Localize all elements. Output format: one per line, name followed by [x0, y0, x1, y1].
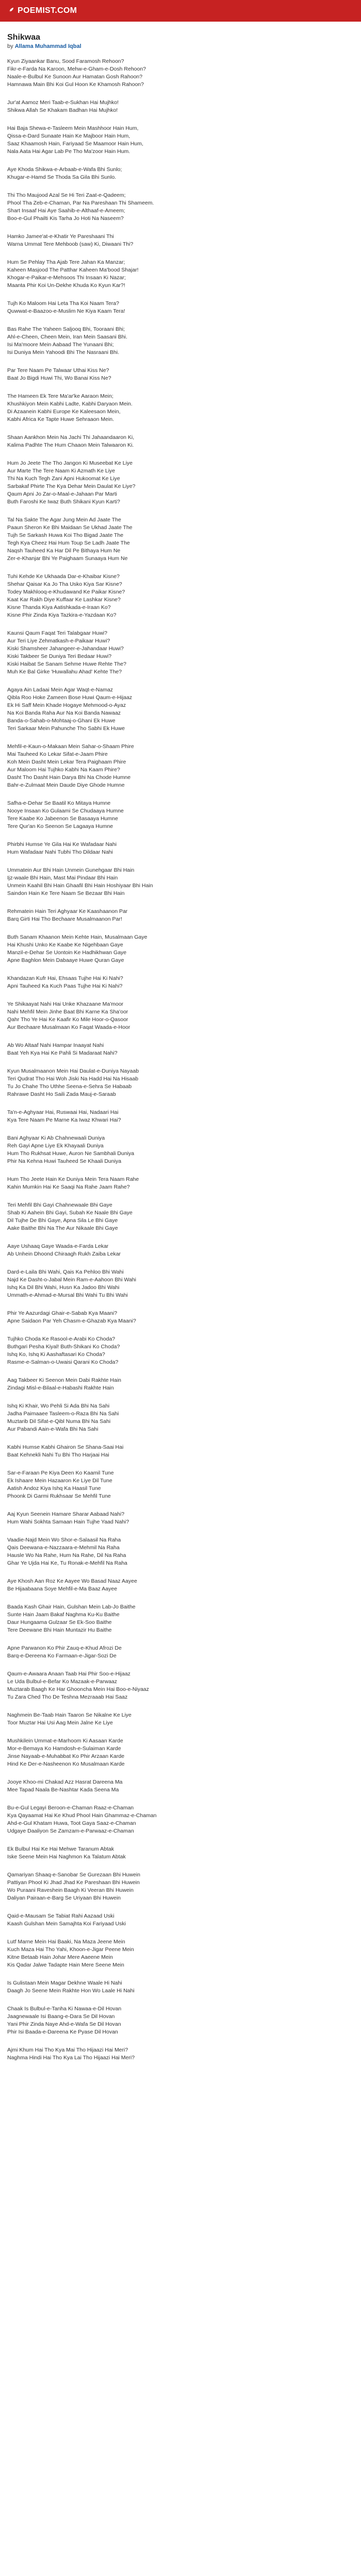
poem-line: Dasht Tho Dasht Hain Darya Bhi Na Chode Humne [7, 774, 131, 781]
poem-line: Jinse Nayaab-e-Muhabbat Ko Phir Arzaan Karde [7, 1753, 125, 1759]
poem-line: Be Hijaabaana Soye Mehfil-e-Ma Baaz Aayee [7, 1586, 118, 1592]
poem-line: Nooye Insaan Ko Gulaami Se Chudaaya Humne [7, 808, 124, 814]
poem-line: Udgaye Daaliyon Se Zamzam-e-Parwaaz-e-Chaman [7, 1828, 134, 1834]
poem-line: Kiski Shamsheer Jahangeer-e-Jahandaar Huwi? [7, 646, 124, 652]
stanza [7, 326, 354, 357]
poem-line: Qaum-e-Awaara Anaan Taab Hai Phir Soo-e-Hijaaz [7, 1671, 130, 1677]
poem-line: Phoonk Di Garmi Rukhsaar Se Mehfil Tune [7, 1493, 111, 1499]
poem-line: Phool Tha Zeb-e-Chaman, Par Na Pareshaan Thi Shameem. [7, 200, 154, 206]
stanza [7, 1912, 354, 1928]
poem-line: Khandazan Kufr Hai, Ehsaas Tujhe Hai Ki Nahi? [7, 975, 123, 981]
poem-line: Nahi Mehfil Mein Jinhe Baat Bhi Karne Ka Sha'oor [7, 1009, 128, 1015]
poem-line: Bu-e-Gul Legayi Beroon-e-Chaman Raaz-e-Chaman [7, 1805, 134, 1811]
stanza [7, 1938, 354, 1969]
poem-line: Buth Faroshi Ke Iwaz Buth Shikani Kyun Karti? [7, 499, 120, 505]
poem-line: Saindon Hain Ke Tere Naam Se Bezaar Bhi Hain [7, 890, 125, 896]
poem-line: Kalima Padhte The Hum Chaaon Mein Talwaaron Ki. [7, 442, 134, 448]
poem-line: Najd Ke Dasht-o-Jabal Mein Ram-e-Aahoon Bhi Wahi [7, 1277, 136, 1283]
poem-line: Ijz-waale Bhi Hain, Mast Mai Pindaar Bhi Hain [7, 875, 118, 881]
stanza [7, 1001, 354, 1031]
byline-prefix: by [7, 43, 13, 49]
stanza [7, 393, 354, 423]
poem-line: Teri Mehfil Bhi Gayi Chahnewaale Bhi Gaye [7, 1202, 112, 1208]
poem-line: Naghma Hindi Hai Tho Kya Lai Tho Hijaazi Hai Meri? [7, 2055, 135, 2061]
stanza [7, 1109, 354, 1124]
stanza [7, 367, 354, 382]
poem-line: Phir Ye Aazurdagi Ghair-e-Sabab Kya Maani? [7, 1310, 118, 1316]
stanza [7, 975, 354, 990]
stanza [7, 573, 354, 619]
stanza [7, 233, 354, 248]
poem-line: Daur Hungaama Gulzaar Se Ek-Soo Baithe [7, 1619, 112, 1625]
poem-line: Hamnawa Main Bhi Koi Gul Hoon Ke Khamosh Rahoon? [7, 81, 144, 88]
poem-line: Zindagi Misl-e-Bilaal-e-Habashi Rakhte Hain [7, 1385, 114, 1391]
poem-line: Tere Kaabe Ko Jabeenon Se Basaaya Humne [7, 816, 118, 822]
poem-line: Tere Deewane Bhi Hain Muntazir Hu Baithe [7, 1627, 112, 1633]
stanza [7, 1778, 354, 1794]
poem-line: Shab Ki Aahein Bhi Gayi, Subah Ke Naale Bhi Gaye [7, 1210, 133, 1216]
stanza [7, 1469, 354, 1500]
poem-line: Aye Khoda Shikwa-e-Arbaab-e-Wafa Bhi Sunlo; [7, 166, 122, 173]
stanza [7, 166, 354, 181]
stanza [7, 125, 354, 156]
poem-line: Daagh Jo Seene Mein Rakhte Hon Wo Laale Hi Nahi [7, 1988, 135, 1994]
site-logo-text: POEMIST.COM [18, 6, 77, 15]
stanza [7, 434, 354, 449]
poem-line: Apni Tauheed Ka Kuch Paas Tujhe Hai Ki Nahi? [7, 983, 123, 989]
poem-line: Ahl-e-Cheen, Cheen Mein, Iran Mein Saasani Bhi. [7, 334, 127, 340]
stanza [7, 300, 354, 315]
poem-line: Tujh Ko Maloom Hai Leta Tha Koi Naam Tera? [7, 300, 119, 307]
poem-line: Tere Qur'an Ko Seenon Se Lagaaya Humne [7, 823, 113, 829]
poem-line: Sunte Hain Jaam Bakaf Naghma Ku-Ku Baithe [7, 1612, 120, 1618]
stanza [7, 58, 354, 89]
poem-line: Saaz Khaamosh Hain, Fariyaad Se Maamoor Hain Hum, [7, 141, 143, 147]
poem-line: The Hameen Ek Tere Ma'ar'ke Aaraon Mein; [7, 393, 113, 399]
poem-line: Mehfil-e-Kaun-o-Makaan Mein Sahar-o-Shaam Phire [7, 743, 134, 750]
poem-line: Rahrawe Dasht Ho Saili Zada Mauj-e-Saraab [7, 1091, 116, 1097]
poem-line: Kuch Maza Hai Tho Yahi, Khoon-e-Jigar Peene Mein [7, 1946, 134, 1953]
poem-line: Ab Wo Altaaf Nahi Hampar Inaayat Nahi [7, 1042, 104, 1048]
poem-line: Tuhi Kehde Ke Ukhaada Dar-e-Khaibar Kisne? [7, 573, 120, 580]
stanza [7, 934, 354, 964]
poem-line: Iske Seene Mein Hai Naghmon Ka Talatum Abtak [7, 1854, 126, 1860]
poem-line: Sarbakaf Phirte The Kya Dehar Mein Daulat Ke Liye? [7, 483, 136, 489]
poem-line: Tu Zara Ched Tho De Teshna Mezraaab Hai Saaz [7, 1694, 128, 1700]
stanza [7, 1377, 354, 1392]
stanza [7, 800, 354, 831]
stanza [7, 192, 354, 223]
poem-line: Kitne Betaab Hain Johar Mere Aaeene Mein [7, 1954, 113, 1960]
poem-line: Jur'at Aamoz Meri Taab-e-Sukhan Hai Mujhko! [7, 99, 119, 106]
stanza [7, 908, 354, 923]
poem-line: Zer-e-Khanjar Bhi Ye Paighaam Sunaaya Hum Ne [7, 555, 128, 562]
poem-line: Ghar Ye Ujda Hai Ke, Tu Ronak-e-Mehfil Na Raha [7, 1560, 127, 1566]
poem-line: Wo Puraani Raveshein Baagh Ki Veeran Bhi Huwein [7, 1887, 134, 1893]
poem-line: Apne Baghlon Mein Dabaaye Huwe Quran Gaye [7, 957, 124, 963]
poem-line: Tegh Kya Cheez Hai Hum Toup Se Ladh Jaate The [7, 540, 130, 546]
poem-line: Aake Baithe Bhi Na The Aur Nikaale Bhi Gaye [7, 1225, 118, 1231]
stanza [7, 1711, 354, 1727]
poem-line: Qaum Apni Jo Zar-o-Maal-e-Jahaan Par Marti [7, 491, 117, 497]
stanza [7, 1335, 354, 1366]
poem-line: Hum Wahi Sokhta Samaan Hain Tujhe Yaad Nahi? [7, 1519, 129, 1525]
poem-line: Aur Marte The Tere Naam Ki Azmath Ke Liye [7, 468, 116, 474]
poem-title: Shikwaa [7, 33, 41, 42]
stanza [7, 1134, 354, 1165]
poem-line: Hai Baja Shewa-e-Tasleem Mein Mashhoor Hain Hum, [7, 125, 139, 131]
stanza [7, 1268, 354, 1299]
poem-line: Ummatein Aur Bhi Hain Unmein Gunehgaar Bhi Hain [7, 867, 135, 873]
poem-line: Khugar-e-Hamd Se Thoda Sa Gila Bhi Sunlo. [7, 174, 117, 180]
poem-line: Yani Phir Zinda Naye Ahd-e-Wafa Se Dil Hovan [7, 2021, 121, 2027]
poem-line: Ab Unhein Dhoond Chiraagh Rukh Zaiba Lekar [7, 1251, 121, 1257]
poem-line: Baat Kehnekli Nahi Tu Bhi Tho Harjaai Hai [7, 1452, 109, 1458]
stanza [7, 99, 354, 114]
poem-line: Aur Maloom Hai Tujhko Kabhi Na Kaam Phire? [7, 767, 120, 773]
poem-line: Shart Insaaf Hai Aye Saahib-e-Althaaf-e-Ameem; [7, 208, 125, 214]
poem-line: Toor Muztar Hai Usi Aag Mein Jalne Ke Liye [7, 1720, 113, 1726]
poem-line: Ek Ishaare Mein Hazaaron Ke Liye Dil Tune [7, 1478, 112, 1484]
poem-line: Kabhi Africa Ke Tapte Huwe Sehraaon Mein. [7, 416, 114, 422]
poem-line: Muztarab Baagh Ke Har Ghooncha Mein Hai Boo-e-Niyaaz [7, 1686, 149, 1692]
poem-line: Agaya Ain Ladaai Mein Agar Waqt-e-Namaz [7, 687, 113, 693]
site-logo[interactable] [6, 6, 77, 15]
poem-line: Aur Teri Liye Zehmatkash-e-Paikaar Huwi? [7, 638, 110, 644]
poem-line: Quwwat-e-Baazoo-e-Muslim Ne Kiya Kaam Tera! [7, 308, 125, 314]
poem-line: Hum Jo Jeete The Tho Jangon Ki Museebat Ke Liye [7, 460, 133, 466]
poem-line: Ek Hi Saff Mein Khade Hogaye Mehmood-o-Ayaz [7, 702, 126, 708]
poem-line: Dard-e-Laila Bhi Wahi, Qais Ka Pehloo Bhi Wahi [7, 1269, 124, 1275]
poem-line: Buthgari Pesha Kiyal! Buth-Shikani Ko Choda? [7, 1344, 120, 1350]
poem-line: Qahr Tho Ye Hai Ke Kaafir Ko Mile Hoor-o-Qasoor [7, 1016, 128, 1023]
poem-line: Hum Se Pehlay Tha Ajab Tere Jahan Ka Manzar; [7, 259, 125, 265]
poem-line: Phirbhi Humse Ye Gila Hai Ke Wafadaar Nahi [7, 841, 117, 848]
poem-line: Hind Ke Der-e-Nasheenon Ko Musalmaan Karde [7, 1761, 125, 1767]
poem-line: Koh Mein Dasht Mein Lekar Tera Paighaam Phire [7, 759, 126, 765]
poem-line: Chaak Is Bulbul-e-Tanha Ki Nawaa-e-Dil Hovan [7, 2006, 122, 2012]
stanza [7, 1511, 354, 1526]
poem-line: Kya Qayaamat Hai Ke Khud Phool Hain Ghammaz-e-Chaman [7, 1812, 157, 1819]
poem-line: Muh Ke Bal Girke 'Huwallahu Ahad' Kehte The? [7, 669, 122, 675]
stanza [7, 2005, 354, 2036]
poem-line: Kyun Ziyaankar Banu, Sood Faramosh Rehoon? [7, 58, 124, 64]
stanza [7, 1737, 354, 1768]
poem-line: Hausle Wo Na Rahe, Hum Na Rahe, Dil Na Raha [7, 1552, 126, 1558]
stanza [7, 460, 354, 506]
poem-line: Shaan Aankhon Mein Na Jachi Thi Jahaandaaron Ki, [7, 434, 135, 440]
poem-line: Kiski Haibat Se Sanam Sehme Huwe Rehte The? [7, 661, 126, 667]
poem-line: Bani Aghyaar Ki Ab Chahnewaali Duniya [7, 1135, 105, 1141]
poem-line: Qibla Roo Hoke Zameen Bose Huwi Qaum-e-Hijaaz [7, 694, 133, 701]
poem-line: Thi Na Kuch Tegh Zani Apni Hukoomat Ke Liye [7, 476, 120, 482]
poem-line: Khushkiyon Mein Kabhi Ladte, Kabhi Daryaon Mein. [7, 401, 133, 407]
poem-line: Par Tere Naam Pe Talwaar Uthai Kiss Ne? [7, 367, 109, 374]
poem-line: Dil Tujhe De Bhi Gaye, Apna Sila Le Bhi Gaye [7, 1217, 118, 1224]
stanza [7, 1243, 354, 1258]
poem-line: Kisne Phir Zinda Kiya Tazkira-e-Yazdaan Ko? [7, 612, 117, 618]
poem-line: Kabhi Humse Kabhi Ghairon Se Shana-Saai Hai [7, 1444, 124, 1450]
poem-body [7, 58, 354, 2062]
poem-line: Aur Bechaare Musalmaan Ko Faqat Waada-e-Hoor [7, 1024, 130, 1030]
poem-line: Teri Qudrat Tho Hai Woh Jiski Na Hadd Hai Na Hisaab [7, 1076, 139, 1082]
poem-line: Rehmatein Hain Teri Aghyaar Ke Kaashaanon Par [7, 908, 128, 914]
poem-line: Hamko Jamee'at-e-Khatir Ye Pareshaani Thi [7, 233, 114, 240]
stanza [7, 516, 354, 563]
poem-line: Tu Jo Chahe Tho Uthhe Seena-e-Sehra Se Habaab [7, 1083, 132, 1090]
poem-line: Mai Tauheed Ko Lekar Sifat-e-Jaam Phire [7, 751, 108, 757]
poem-line: Ishq Ko, Ishq Ki Aashaftasari Ko Choda? [7, 1351, 105, 1358]
stanza [7, 841, 354, 856]
poem-line: Hum Tho Rukhsat Huwe, Auron Ne Sambhali Duniya [7, 1150, 135, 1157]
poem-line: Lutf Marne Mein Hai Baaki, Na Maza Jeene Mein [7, 1939, 125, 1945]
stanza [7, 1402, 354, 1433]
poem-line: Barq Girti Hai Tho Bechaare Musalmaanon Par! [7, 916, 122, 922]
poem-line: Na Koi Banda Raha Aur Na Koi Banda Nawaaz [7, 710, 121, 716]
stanza [7, 1871, 354, 1902]
poem-line: Ahd-e-Gul Khatam Huwa, Toot Gaya Saaz-e-Chaman [7, 1820, 136, 1826]
poem-line: Le Uda Bulbul-e-Befar Ko Mazaak-e-Parwaaz [7, 1679, 118, 1685]
poem-line: Sar-e-Faraan Pe Kiya Deen Ko Kaamil Tune [7, 1470, 114, 1476]
poem-line: Kis Qadar Jalwe Tadapte Hain Mere Seene Mein [7, 1962, 124, 1968]
poem-content [0, 22, 361, 2062]
poem-line: Aur Pabandi Aain-e-Wafa Bhi Na Sahi [7, 1426, 99, 1432]
poem-line: Unmein Kaahil Bhi Hain Ghaafil Bhi Hain Hoshiyaar Bhi Hain [7, 883, 153, 889]
poem-line: Paaun Sheron Ke Bhi Maidaan Se Ukhad Jaate The [7, 524, 133, 531]
poem-line: Qais Deewana-e-Nazzaara-e-Mehmil Na Raha [7, 1545, 120, 1551]
poem-line: Manzil-e-Dehar Se Uontoin Ke Hadhikhwan Gaye [7, 950, 127, 956]
poem-line: Banda-o-Sahab-o-Mohtaaj-o-Ghani Ek Huwe [7, 718, 116, 724]
poem-line: Hai Khushi Unko Ke Kaabe Ke Nigehbaan Gaye [7, 942, 123, 948]
poem-line: Fikr-e-Farda Na Karoon, Mehw-e-Gham-e-Dosh Rehoon? [7, 66, 146, 72]
poem-line: Safha-e-Dehar Se Baatil Ko Mitaya Humne [7, 800, 111, 806]
poem-line: Jadha Paimaaee Tasleem-o-Raza Bhi Na Sahi [7, 1411, 119, 1417]
poem-line: Warna Ummat Tere Mehboob (saw) Ki, Diwaani Thi? [7, 241, 134, 247]
site-header [0, 0, 361, 22]
poem-line: Kya Tere Naam Pe Marne Ka Iwaz Khwari Hai? [7, 1117, 121, 1123]
poem-line: Khogar-e-Paikar-e-Mehsoos Thi Insaan Ki Nazar; [7, 275, 126, 281]
poem-line: Boo-e-Gul Phailti Kis Tarha Jo Hoti Na Naseem? [7, 215, 124, 222]
stanza [7, 1979, 354, 1995]
poem-line: Baat Jo Bigdi Huwi Thi, Wo Banai Kiss Ne? [7, 375, 111, 381]
stanza [7, 259, 354, 290]
poem-line: Shikwa Allah Se Khakam Badhan Hai Mujhko! [7, 107, 118, 113]
stanza [7, 1536, 354, 1567]
poem-line: Daliyan Pairaan-e-Barg Se Uriyaan Bhi Huwein [7, 1895, 121, 1901]
stanza [7, 686, 354, 733]
stanza [7, 1603, 354, 1634]
poem-line: Nala Aata Hai Agar Lab Pe Tho Ma'zoor Hain Hum. [7, 148, 130, 155]
quill-icon [6, 7, 14, 15]
poem-line: Reh Gayi Apne Liye Ek Khayaali Duniya [7, 1143, 104, 1149]
poem-line: Mor-e-Bemaya Ko Hamdosh-e-Sulaiman Karde [7, 1745, 121, 1752]
poem-line: Baat Yeh Kya Hai Ke Pahli Si Madaraat Nahi? [7, 1050, 118, 1056]
stanza [7, 1804, 354, 1835]
stanza [7, 1845, 354, 1861]
poem-line: Aatish Andoz Kiya Ishq Ka Haasil Tune [7, 1485, 101, 1492]
stanza [7, 1176, 354, 1191]
poem-line: Tujh Se Sarkash Huwa Koi Tho Bigad Jaate The [7, 532, 124, 538]
poem-line: Is Gulistaan Mein Magar Dekhne Waale Hi Nahi [7, 1980, 122, 1986]
poem-line: Isi Duniya Mein Yahoodi Bhi The Nasraani Bhi. [7, 349, 120, 355]
poem-line: Buth Sanam Khaanon Mein Kehte Hain, Musalmaan Gaye [7, 934, 147, 940]
poem-line: Muztarib Dil Sifat-e-Qibl Numa Bhi Na Sahi [7, 1418, 111, 1425]
poem-line: Maanta Phir Koi Un-Dekhe Khuda Ko Kyun Kar?! [7, 282, 125, 289]
poem-line: Hum Tho Jeete Hain Ke Duniya Mein Tera Naam Rahe [7, 1176, 139, 1182]
poem-line: Aye Khosh Aan Roz Ke Aayee Wo Basad Naaz Aayee [7, 1578, 137, 1584]
stanza [7, 867, 354, 897]
poem-line: Tal Na Sakte The Agar Jung Mein Ad Jaate The [7, 517, 121, 523]
poem-line: Aag Takbeer Ki Seenon Mein Dabi Rakhte Hain [7, 1377, 122, 1383]
poem-line: Todey Makhlooq-e-Khudawand Ke Paikar Kisne? [7, 589, 125, 595]
poem-line: Ishq Ka Dil Bhi Wahi, Husn Ka Jadoo Bhi Wahi [7, 1284, 120, 1291]
poem-line: Kisne Thanda Kiya Aatishkada-e-Iraan Ko? [7, 604, 111, 611]
poem-line: Apne Parwanon Ko Phir Zauq-e-Khud Afrozi De [7, 1645, 122, 1651]
poem-line: Rasme-e-Salman-o-Uwaisi Qarani Ko Choda? [7, 1359, 119, 1365]
poem-line: Ajmi Khum Hai Tho Kya Mai Tho Hijaazi Hai Meri? [7, 2047, 128, 2053]
stanza [7, 743, 354, 789]
stanza [7, 1201, 354, 1232]
stanza [7, 630, 354, 676]
poem-line: Aaye Ushaaq Gaye Waada-e-Farda Lekar [7, 1243, 109, 1249]
stanza [7, 1067, 354, 1098]
poem-line: Kahin Mumkin Hai Ke Saaqi Na Rahe Jaam Rahe? [7, 1184, 130, 1190]
poem-line: Bahr-e-Zulmaat Mein Daude Diye Ghode Humne [7, 782, 125, 788]
poem-line: Shehar Qaisar Ka Jo Tha Usko Kiya Sar Kisne? [7, 581, 122, 587]
poem-line: Mushkilein Ummat-e-Marhoom Ki Aasaan Karde [7, 1738, 123, 1744]
poem-line: Baada Kash Ghair Hain, Gulshan Mein Lab-Jo Baithe [7, 1604, 136, 1610]
poem-line: Mee Tapad Naala Be-Nashtar Kada Seena Ma [7, 1787, 119, 1793]
poem-line: Kiski Takbeer Se Duniya Teri Bedaar Huwi? [7, 653, 112, 659]
poem-line: Pattiyan Phool Ki Jhad Jhad Ke Pareshaan Bhi Huwein [7, 1879, 140, 1886]
poem-line: Ummath-e-Ahmad-e-Mursal Bhi Wahi Tu Bhi Wahi [7, 1292, 128, 1298]
poem-line: Ta'n-e-Aghyaar Hai, Ruswaai Hai, Nadaari Hai [7, 1109, 119, 1115]
poem-line: Isi Ma'moore Mein Aabaad The Yunaani Bhi; [7, 342, 114, 348]
poem-line: Naale-e-Bulbul Ke Sunoon Aur Hamatan Gosh Rahoon? [7, 74, 143, 80]
poem-line: Thi Tho Maujood Azal Se Hi Teri Zaat-e-Qadeem; [7, 192, 126, 198]
stanza [7, 1444, 354, 1459]
stanza [7, 1645, 354, 1660]
poem-line: Bas Rahe The Yaheen Saljooq Bhi, Tooraani Bhi; [7, 326, 125, 332]
poem-line: Phir Na Kehna Huwi Tauheed Se Khaali Duniya [7, 1158, 122, 1164]
poem-line: Qissa-e-Dard Sunaate Hain Ke Majboor Hain Hum, [7, 133, 130, 139]
poem-line: Naghmein Be-Taab Hain Taaron Se Nikalne Ke Liye [7, 1712, 132, 1718]
poem-line: Naqsh Tauheed Ka Har Dil Pe Bithaya Hum Ne [7, 548, 121, 554]
author-link[interactable]: Allama Muhammad Iqbal [14, 43, 81, 49]
poem-line: Kaat Kar Rakh Diye Kuffaar Ke Lashkar Kisne? [7, 597, 121, 603]
poem-line: Kaheen Masjood The Patthar Kaheen Ma'bood Shajar! [7, 267, 139, 273]
stanza [7, 1670, 354, 1701]
poem-line: Di Azaanein Kabhi Europe Ke Kaleesaon Mein, [7, 409, 121, 415]
poem-line: Kaash Gulshan Mein Samajhta Koi Fariyaad Uski [7, 1921, 126, 1927]
poem-line: Ye Shikaayat Nahi Hai Unke Khazaane Ma'moor [7, 1001, 124, 1007]
poem-line: Tujhko Choda Ke Rasool-e-Arabi Ko Choda? [7, 1336, 116, 1342]
poem-line: Hum Wafadaar Nahi Tubhi Tho Dildaar Nahi [7, 849, 113, 855]
poem-line: Ishq Ki Khair, Wo Pehli Si Ada Bhi Na Sahi [7, 1403, 110, 1409]
stanza [7, 1310, 354, 1325]
stanza [7, 1578, 354, 1593]
poem-line: Apne Saidaon Par Yeh Chasm-e-Ghazab Kya Maani? [7, 1318, 136, 1324]
poem-line: Vaadie-Najd Mein Wo Shor-e-Salaasil Na Raha [7, 1537, 121, 1543]
poem-line: Kaunsi Qaum Faqat Teri Talabgaar Huwi? [7, 630, 107, 636]
poem-byline [7, 43, 354, 49]
poem-line: Kyun Musalmaanon Mein Hai Daulat-e-Duniya Nayaab [7, 1068, 139, 1074]
poem-line: Jaagnewaale Isi Baang-e-Dara Se Dil Hovan [7, 2013, 115, 2020]
poem-line: Qaid-e-Mausam Se Tabiat Rahi Aazaad Uski [7, 1913, 114, 1919]
poem-line: Aaj Kyun Seenein Hamare Sharar Aabaad Nahi? [7, 1511, 125, 1517]
poem-line: Barq-e-Dereena Ko Farmaan-e-Jigar-Sozi De [7, 1653, 117, 1659]
poem-line: Jooye Khoo-mi Chakad Azz Hasrat Dareena Ma [7, 1779, 123, 1785]
poem-line: Ek Bulbul Hai Ke Hai Mehwe Taranum Abtak [7, 1846, 114, 1852]
stanza [7, 2046, 354, 2062]
poem-line: Qamariyan Shaaq-e-Sanobar Se Gurezaan Bhi Huwein [7, 1872, 140, 1878]
stanza [7, 1042, 354, 1057]
poem-line: Teri Sarkaar Mein Pahunche Tho Sabhi Ek Huwe [7, 725, 125, 732]
poem-line: Phir Isi Baada-e-Dareena Ke Pyase Dil Hovan [7, 2029, 118, 2035]
